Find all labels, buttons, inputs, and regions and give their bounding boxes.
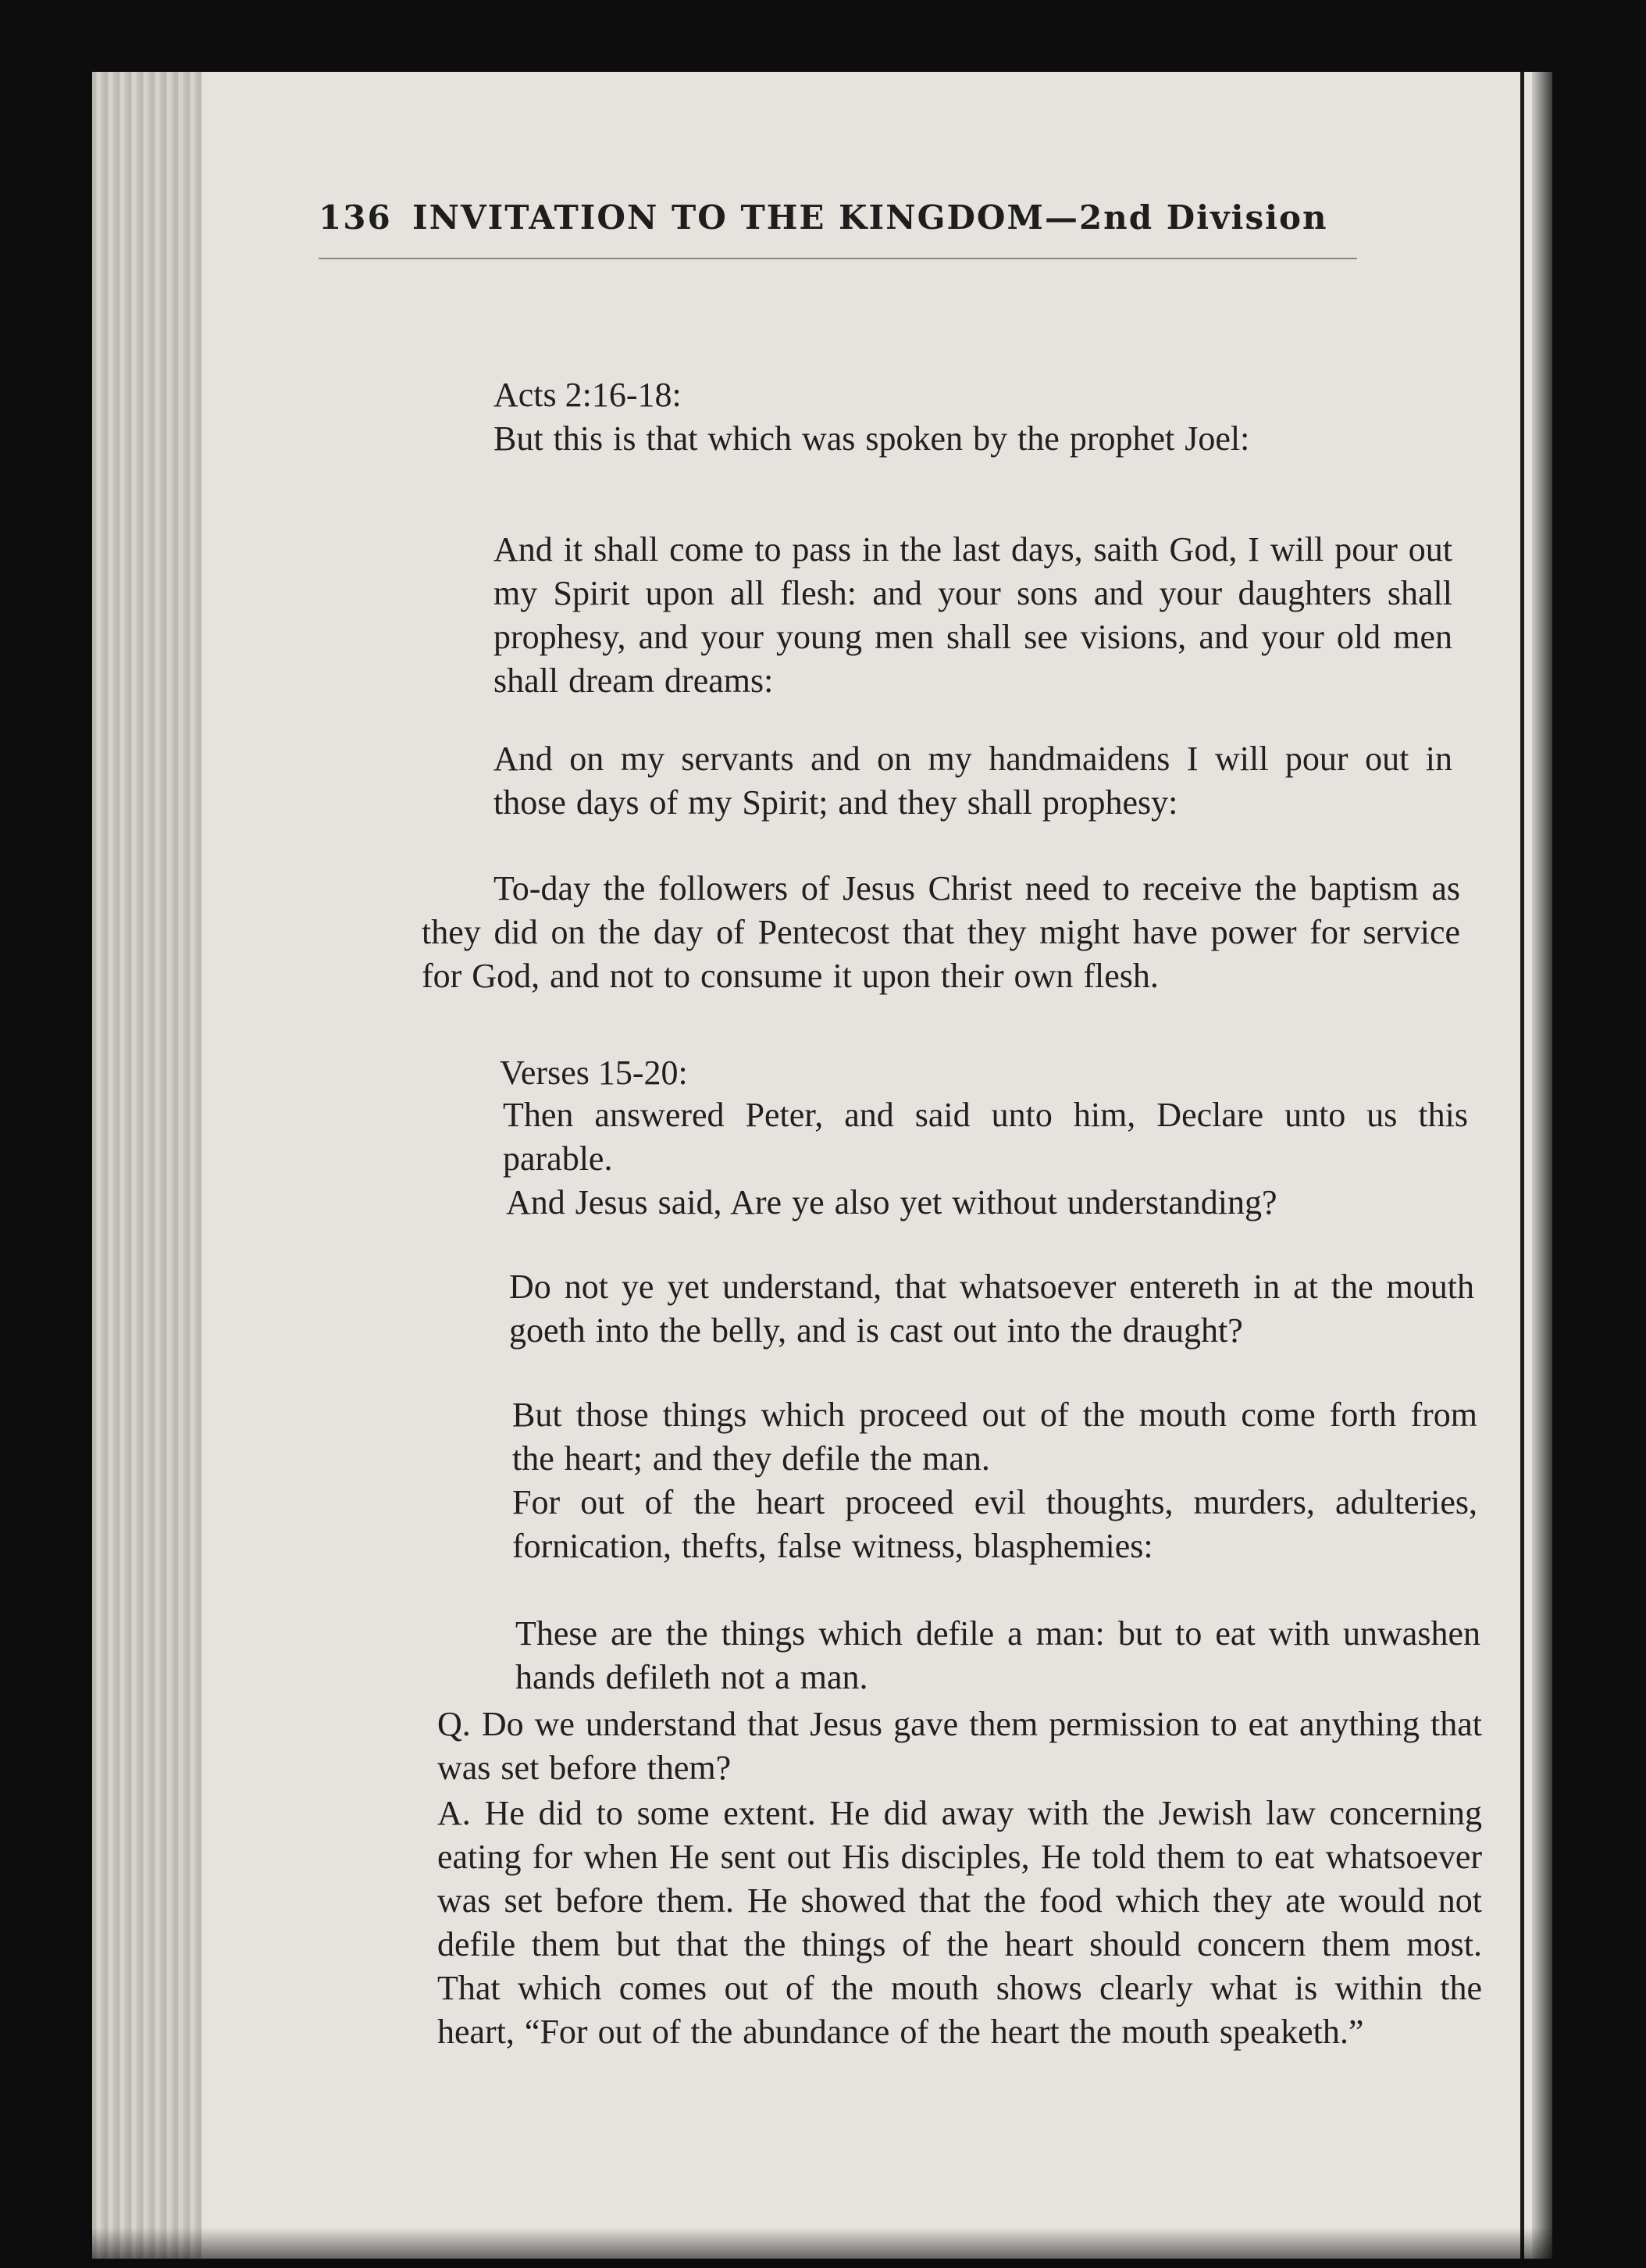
verse-paragraph-2: And Jesus said, Are ye also yet without understanding? [506, 1183, 1277, 1221]
verse-paragraph-5: For out of the heart proceed evil thoughts, murders, adulteries, fornication, thefts, false witness, blasphemies: [512, 1483, 1477, 1565]
verse-paragraph-1: Then answered Peter, and said unto him, Declare unto us this parable. [503, 1096, 1468, 1178]
question-paragraph: Q. Do we understand that Jesus gave them permission to eat anything that was set before them? [437, 1705, 1482, 1787]
running-header [319, 198, 1357, 261]
running-title: INVITATION TO THE KINGDOM—2nd Division [412, 198, 1328, 237]
acts-paragraph-3: And on my servants and on my handmaidens I will pour out in those days of my Spirit; and they shall prophesy: [493, 740, 1452, 822]
page-right-edge [1532, 72, 1552, 2259]
acts-paragraph-2: And it shall come to pass in the last days, saith God, I will pour out my Spirit upon all flesh: and your sons and your daughters shall prophesy, and your young men shall see visions, and your old men shall dream dreams: [493, 530, 1452, 700]
page-bottom-shadow [92, 2227, 1552, 2259]
answer-paragraph: A. He did to some extent. He did away with the Jewish law concerning eating for when He sent out His disciples, He told them to eat whatsoever was set before them. He showed that the food which they ate would not defile them but that the things of the heart should concern them most. That which comes out of the mouth shows clearly what is within the heart, “For out of the abundance of the heart the mouth speaketh.” [437, 1794, 1482, 2051]
acts-reference: Acts 2:16-18: [493, 376, 682, 414]
verse-paragraph-4: But those things which proceed out of the mouth come forth from the heart; and they defile the man. [512, 1396, 1477, 1478]
commentary-paragraph: To-day the followers of Jesus Christ need to receive the baptism as they did on the day of Pentecost that they might have power for service for God, and not to consume it upon their own flesh. [422, 869, 1460, 995]
verses-reference: Verses 15-20: [500, 1054, 688, 1092]
verse-paragraph-6: These are the things which defile a man: but to eat with unwashen hands defileth not a man. [515, 1614, 1480, 1696]
gutter-line [1520, 72, 1524, 2259]
acts-paragraph-1: But this is that which was spoken by the prophet Joel: [493, 419, 1250, 458]
page-number: 136 [319, 198, 392, 237]
header-rule [319, 258, 1357, 259]
page-edges [92, 72, 201, 2259]
verse-paragraph-3: Do not ye yet understand, that whatsoever entereth in at the mouth goeth into the belly, and is cast out into the draught? [509, 1268, 1474, 1350]
